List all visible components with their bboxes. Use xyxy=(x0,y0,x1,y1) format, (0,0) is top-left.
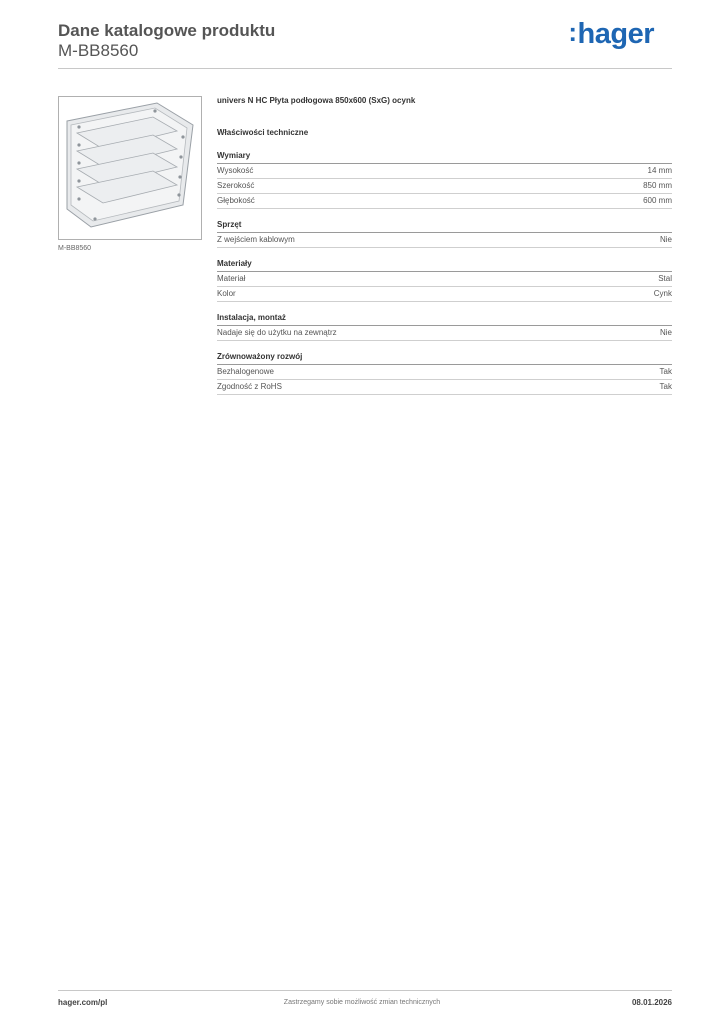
hager-logo xyxy=(568,18,654,50)
footer-date: 08.01.2026 xyxy=(631,998,672,1007)
row-value: Tak xyxy=(659,367,672,376)
row-label: Głębokość xyxy=(217,196,255,205)
table-row xyxy=(217,179,672,194)
row-label: Szerokość xyxy=(217,181,255,190)
footer-website: hager.com/pl xyxy=(58,998,108,1007)
row-label: Nadaje się do użytku na zewnątrz xyxy=(217,328,337,337)
footer-disclaimer: Zastrzegamy sobie możliwość zmian technicznych xyxy=(283,999,441,1006)
section-materials xyxy=(217,259,672,302)
row-value: Cynk xyxy=(653,289,672,298)
row-label: Z wejściem kablowym xyxy=(217,235,295,244)
product-details xyxy=(217,96,672,406)
section-title: Wymiary xyxy=(217,151,672,164)
header-divider xyxy=(58,68,672,69)
row-label: Kolor xyxy=(217,289,236,298)
section-title: Materiały xyxy=(217,259,672,272)
table-row xyxy=(217,164,672,179)
row-value: 850 mm xyxy=(643,181,672,190)
technical-properties-heading: Właściwości techniczne xyxy=(217,128,309,137)
row-label: Wysokość xyxy=(217,166,254,175)
floor-plate-illustration xyxy=(59,97,201,239)
row-value: Nie xyxy=(659,235,672,244)
document-title: Dane katalogowe produktu xyxy=(58,21,276,40)
section-title: Instalacja, montaż xyxy=(217,313,672,326)
footer-divider xyxy=(58,990,672,991)
product-code: M-BB8560 xyxy=(58,41,139,60)
section-sustainability xyxy=(217,352,672,395)
section-dimensions xyxy=(217,151,672,209)
table-row xyxy=(217,272,672,287)
logo-mark-icon: : xyxy=(568,17,577,47)
row-value: 14 mm xyxy=(647,166,672,175)
row-label: Materiał xyxy=(217,274,246,283)
image-caption: M-BB8560 xyxy=(58,245,92,252)
section-title: Zrównoważony rozwój xyxy=(217,352,672,365)
row-label: Bezhalogenowe xyxy=(217,367,274,376)
row-label: Zgodność z RoHS xyxy=(217,382,282,391)
table-row xyxy=(217,287,672,302)
section-title: Sprzęt xyxy=(217,220,672,233)
row-value: 600 mm xyxy=(643,196,672,205)
table-row xyxy=(217,365,672,380)
table-row xyxy=(217,233,672,248)
table-row xyxy=(217,326,672,341)
section-installation xyxy=(217,313,672,341)
document-header xyxy=(58,20,275,61)
logo-text: hager xyxy=(577,18,654,50)
product-name: univers N HC Płyta podłogowa 850x600 (SxG) ocynk xyxy=(217,96,416,105)
product-image xyxy=(58,96,202,240)
table-row xyxy=(217,380,672,395)
row-value: Tak xyxy=(659,382,672,391)
row-value: Stal xyxy=(658,274,672,283)
row-value: Nie xyxy=(659,328,672,337)
table-row xyxy=(217,194,672,209)
section-equipment xyxy=(217,220,672,248)
